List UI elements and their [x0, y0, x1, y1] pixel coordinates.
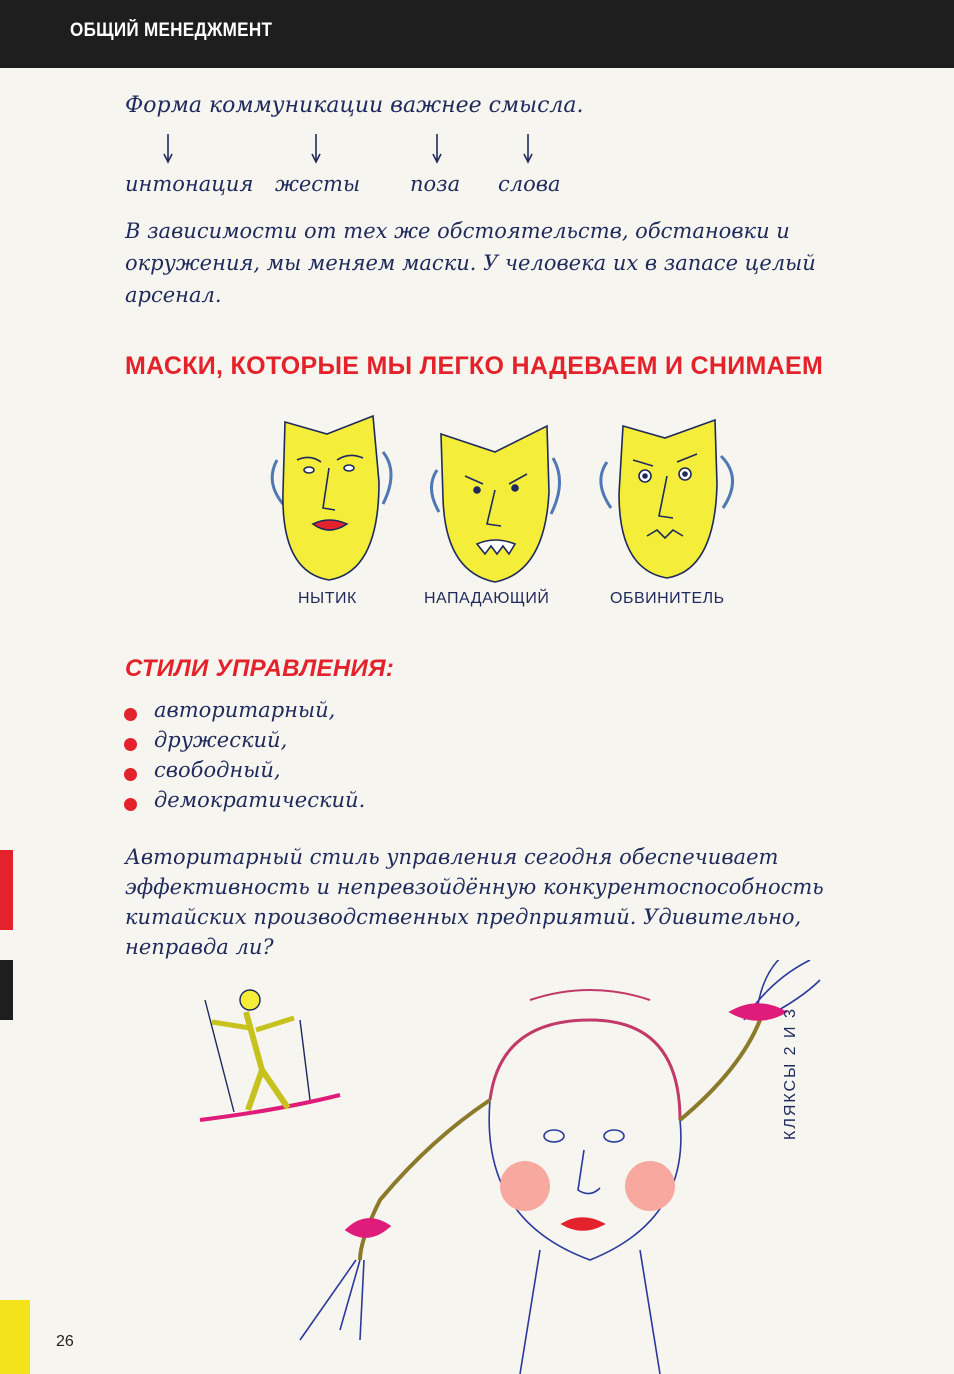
styles-heading: СТИЛИ УПРАВЛЕНИЯ: [125, 655, 395, 682]
bullet-icon [124, 798, 137, 811]
bottom-illustration [0, 960, 954, 1374]
bullet-icon [124, 768, 137, 781]
section-title: ОБЩИЙ МЕНЕДЖМЕНТ [70, 20, 273, 41]
intro-paragraph: В зависимости от тех же обстоятельств, обстановки и окружения, мы меняем маски. У человека их в запасе целый арсенал. [125, 219, 816, 307]
component-gestures: жесты [275, 172, 361, 196]
mask-whiner [272, 416, 391, 580]
intro-line: Форма коммуникации важнее смысла. [125, 93, 584, 118]
bullet-icon [124, 738, 137, 751]
closing-paragraph: Авторитарный стиль управления сегодня обеспечивает эффективность и непревзойдённую конкурентоспособность китайских производственных предприятий. Удивительно, неправда ли? [125, 845, 824, 959]
masks-illustration [265, 412, 755, 592]
girl-drawing [300, 960, 820, 1374]
mask-caption-whiner: НЫТИК [298, 590, 357, 607]
edge-mark-red [0, 850, 13, 930]
bullet-icon [124, 708, 137, 721]
masks-heading: МАСКИ, КОТОРЫЕ МЫ ЛЕГКО НАДЕВАЕМ И СНИМАЕМ [125, 352, 824, 380]
mask-caption-accuser: ОБВИНИТЕЛЬ [610, 590, 725, 607]
style-friendly: дружеский, [154, 728, 288, 752]
component-pose: поза [410, 172, 461, 196]
page-number: 26 [56, 1333, 74, 1350]
artist-signature: КЛЯКСЫ 2 И 3 [782, 1007, 799, 1140]
section-header [0, 0, 954, 68]
component-words: слова [498, 172, 561, 196]
component-intonation: интонация [125, 172, 254, 196]
mask-attacker [431, 426, 559, 582]
skier-drawing [200, 990, 340, 1120]
style-free: свободный, [154, 758, 281, 782]
mask-caption-attacker: НАПАДАЮЩИЙ [424, 590, 550, 607]
style-authoritarian: авторитарный, [154, 698, 336, 722]
style-democratic: демократический. [154, 788, 366, 812]
mask-accuser [601, 420, 733, 578]
arrows-diagram [0, 132, 954, 172]
